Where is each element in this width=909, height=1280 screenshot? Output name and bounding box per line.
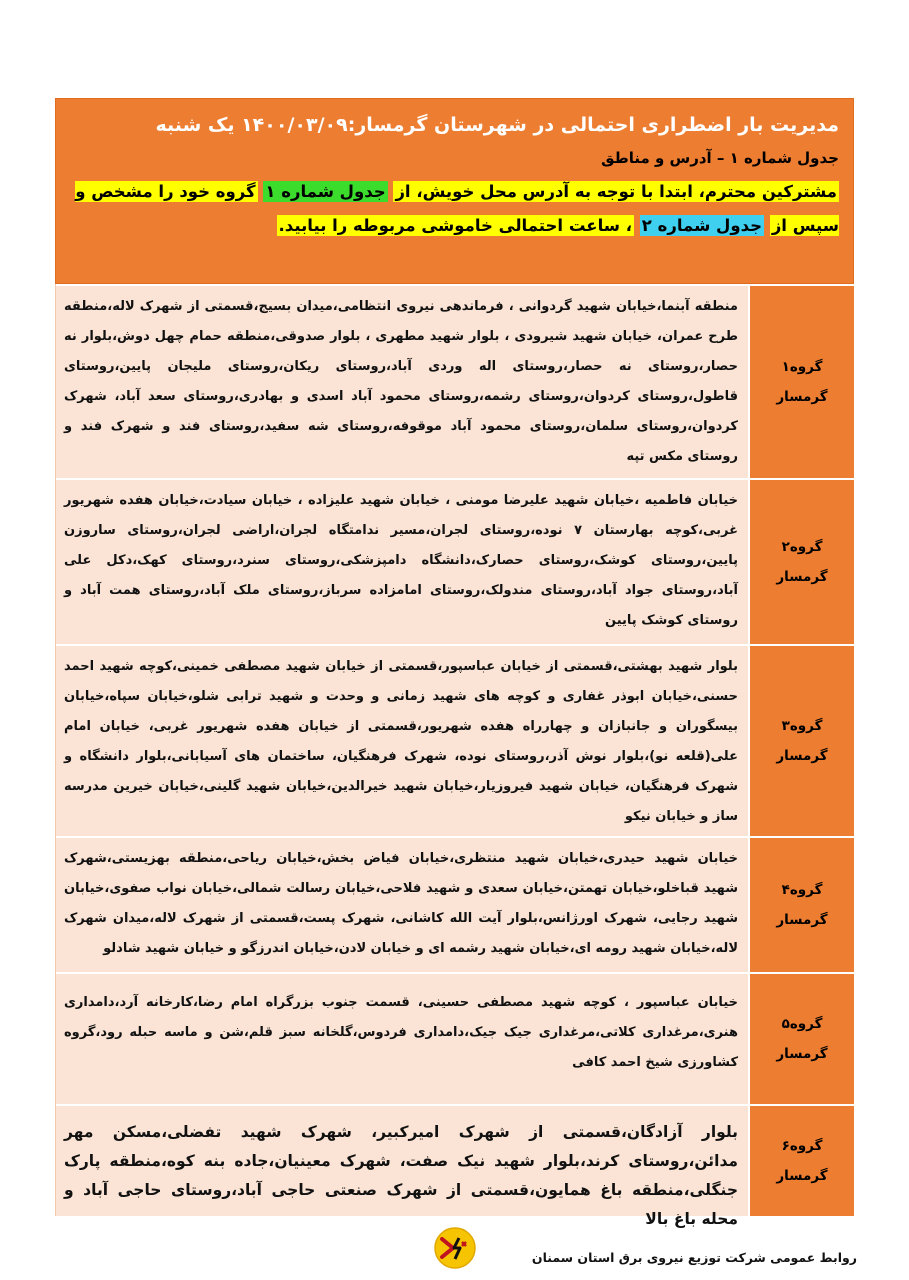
notice-part-3: ، ساعت احتمالی خاموشی مربوطه را بیابید.: [278, 216, 633, 235]
group-city: گرمسار: [776, 1168, 828, 1184]
group-address: بلوار شهید بهشتی،قسمتی از خیابان عباسپور،قسمتی از خیابان شهید مصطفی خمینی،کوچه شهید احمد حسنی،خیابان ابوذر غفاری و کوچه های شهید زمانی و وحدت و شهید ترابی شلو،خیابان سپاه،خیابان بیسگوران و جانبازان و چهارراه هفده شهریور،قسمتی از خیابان هفده شهریور غربی، خیابان امام علی(قلعه نو)،بلوار نوش آذر،روستای نوده، شهرک فرهنگیان، ساختمان های آسیابانی،بلوار دانشگاه و شهرک فرهنگیان، خیابان شهید فیروزیار،خیابان شهید خیرالدین،خیابان شهید گلینی،خیابان خیرین مدرسه ساز و خیابان نیکو: [56, 646, 750, 836]
group-cell: [750, 646, 854, 836]
group-city: گرمسار: [776, 389, 828, 405]
notice-table-1-ref: جدول شماره ۱: [265, 182, 386, 201]
group-cell: [750, 838, 854, 972]
group-label: گروه۶: [781, 1138, 823, 1154]
notice-part-2: گروه خود را مشخص و سپس از: [75, 182, 839, 235]
group-city: گرمسار: [776, 912, 828, 928]
table-row: [56, 836, 854, 972]
group-label: گروه۵: [781, 1016, 823, 1032]
group-cell: [750, 286, 854, 478]
table-row: [56, 644, 854, 836]
group-address: بلوار آزادگان،قسمتی از شهرک امیرکبیر، شهرک شهید تفضلی،مسکن مهر مدائن،روستای کرند،بلوار شهید نیک صفت، شهرک معینیان،جاده بنه کوه،منطقه پارک جنگلی،منطقه باغ همایون،قسمتی از شهرک صنعتی حاجی آباد،روستای حاجی آباد و محله باغ بالا: [56, 1106, 750, 1216]
group-city: گرمسار: [776, 1046, 828, 1062]
groups-table: [55, 284, 854, 1228]
notice-table-2-ref: جدول شماره ۲: [641, 216, 763, 235]
notice-part-1: مشترکین محترم، ابتدا با توجه به آدرس محل خویش، از: [395, 182, 837, 201]
group-address: خیابان فاطمیه ،خیابان شهید علیرضا مومنی ، خیابان شهید علیزاده ، خیابان سیادت،خیابان هفده شهریور غربی،کوچه بهارستان ۷ نوده،روستای لجران،مسیر ندامتگاه لجران،اراضی لجران،روستای ساروزن پایین،روستای کوشک،روستای حصارک،دانشگاه دامپزشکی،روستای سنرد،روستای کهک،دکل علی آباد،روستای جواد آباد،روستای مندولک،روستای امامزاده سرباز،روستای ملک آباد،روستای همت آباد و روستای کوشک پایین: [56, 480, 750, 644]
group-cell: [750, 480, 854, 644]
group-label: گروه۴: [781, 882, 823, 898]
table-row: [56, 1104, 854, 1228]
group-label: گروه۳: [781, 718, 823, 734]
schedule-document: [55, 98, 854, 1228]
power-company-logo-icon: [433, 1226, 477, 1270]
page-footer: [0, 1222, 909, 1280]
group-label: گروه۱: [781, 359, 823, 375]
document-title: مدیریت بار اضطراری احتمالی در شهرستان گرمسار:۱۴۰۰/۰۳/۰۹ یک شنبه: [155, 114, 839, 136]
group-city: گرمسار: [776, 569, 828, 585]
table-subtitle: جدول شماره ۱ – آدرس و مناطق: [601, 149, 839, 167]
table-row: [56, 284, 854, 478]
group-address: خیابان شهید حیدری،خیابان شهید منتظری،خیابان فیاض بخش،خیابان ریاحی،منطقه بهزیستی،شهرک شهید قباخلو،خیابان تهمتن،خیابان سعدی و شهید فلاحی،خیابان رسالت شمالی،خیابان نواب صفوی،خیابان شهید رجایی، شهرک اورژانس،بلوار آیت الله کاشانی، شهرک پست،قسمتی از شهرک لاله،میدان شهرک لاله،خیابان شهید رومه ای،خیابان شهید رشمه ای و خیابان لادن،خیابان اندرزگو و خیابان شهید شادلو: [56, 838, 750, 972]
group-cell: [750, 974, 854, 1104]
footer-credit: روابط عمومی شرکت توزیع نیروی برق استان سمنان: [531, 1250, 857, 1265]
table-row: [56, 478, 854, 644]
document-header: [55, 98, 854, 284]
customer-notice: [70, 175, 839, 243]
table-row: [56, 972, 854, 1104]
group-label: گروه۲: [781, 539, 823, 555]
group-city: گرمسار: [776, 748, 828, 764]
group-cell: [750, 1106, 854, 1216]
group-address: خیابان عباسپور ، کوچه شهید مصطفی حسینی، قسمت جنوب بزرگراه امام رضا،کارخانه آرد،دامداری هنری،مرغداری کلاتی،مرغداری جیک جیک،دامداری فردوس،گلخانه سبز قلم،شن و ماسه حبله رود،گروه کشاورزی شیخ احمد کافی: [56, 974, 750, 1104]
group-address: منطقه آبنما،خیابان شهید گردوانی ، فرماندهی نیروی انتظامی،میدان بسیج،قسمتی از شهرک لاله،منطقه طرح عمران، خیابان شهید شیرودی ، بلوار شهید مطهری ، بلوار صدوقی،منطقه حمام چهل دوش،بلوار نه حصار،روستای نه حصار،روستای اله وردی آباد،روستای ریکان،روستای ملیجان پایین،روستای قاطول،روستای کردوان،روستای رشمه،روستای محمود آباد اسدی و بهادری،روستای سعد آباد، شهرک کردوان،روستای سلمان،روستای محمود آباد موقوفه،روستای شه سفید،روستای فند و شهرک فند و روستای مکس تپه: [56, 286, 750, 478]
